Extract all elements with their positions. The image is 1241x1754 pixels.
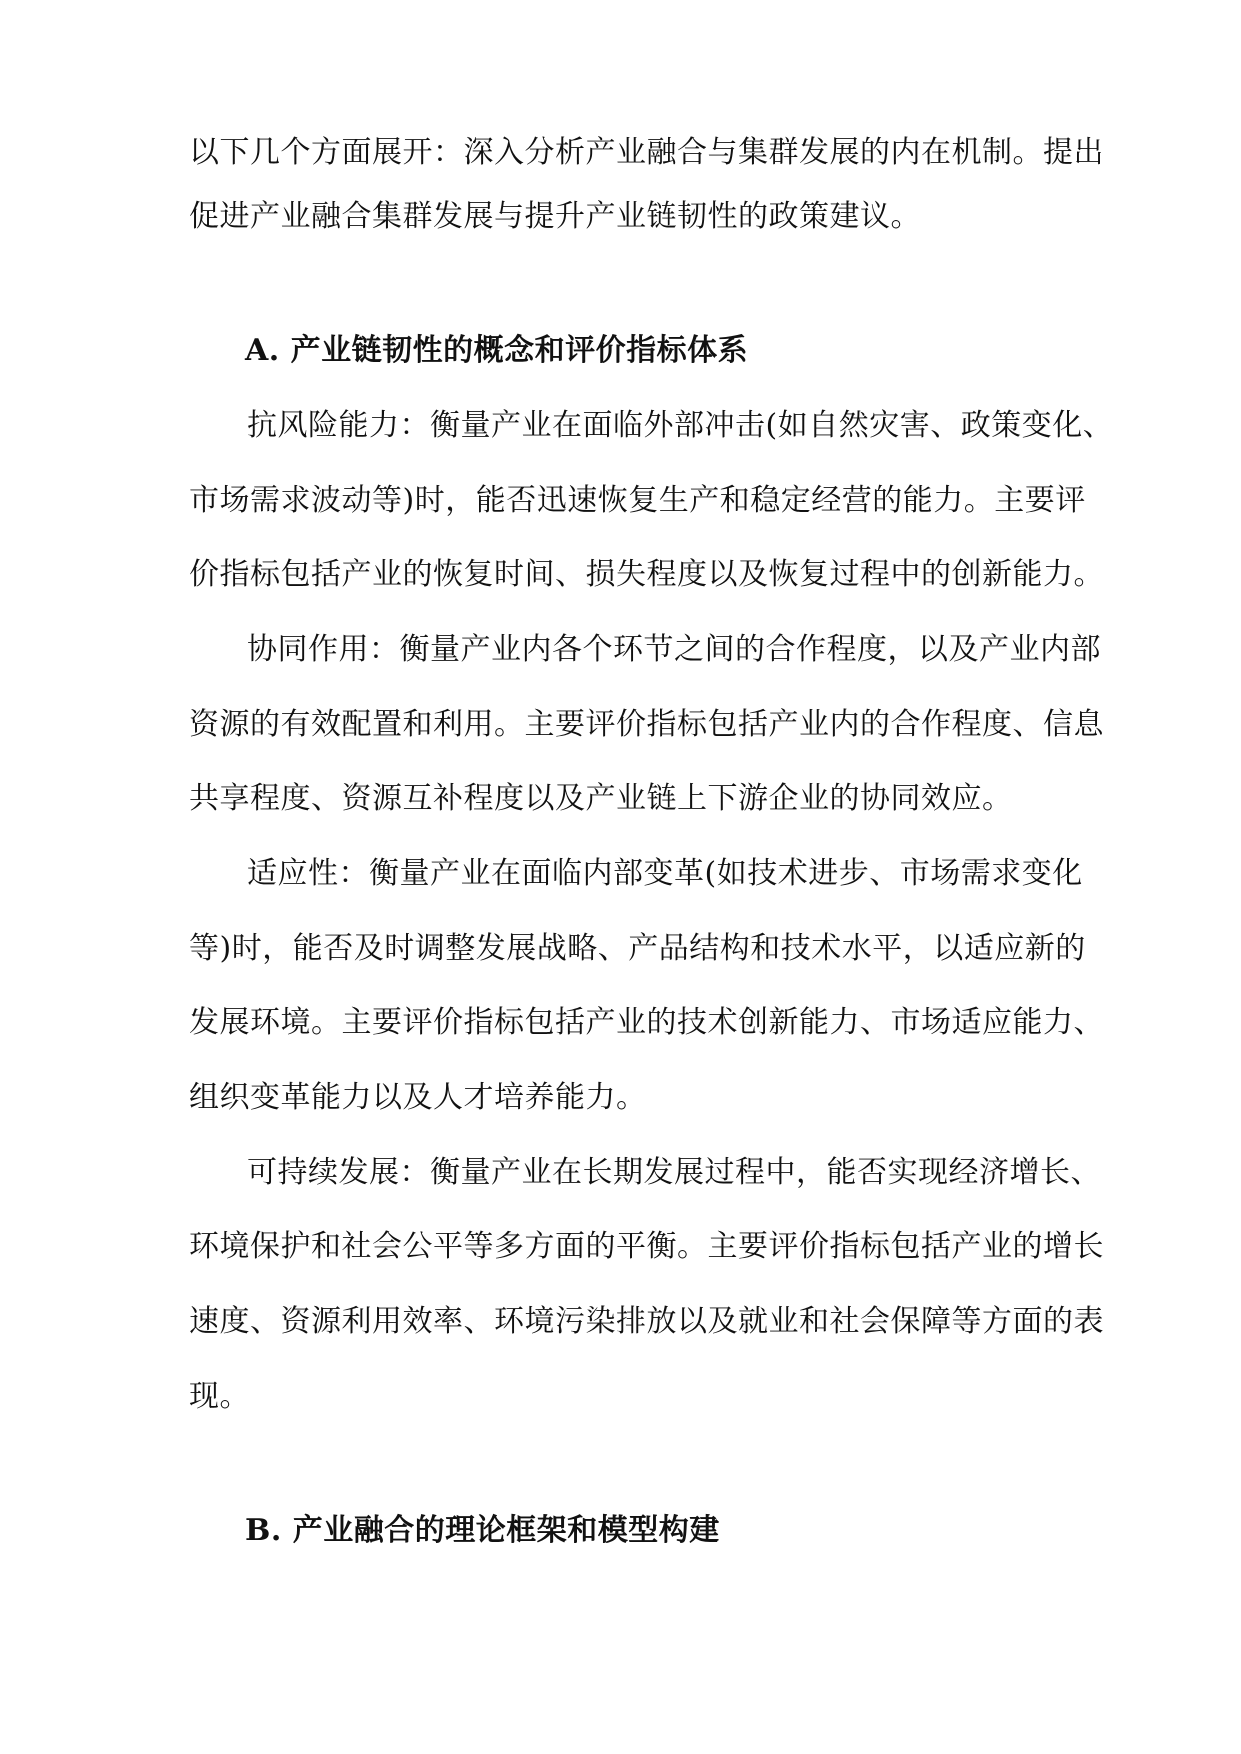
para4-line-3: 速度、资源利用效率、环境污染排放以及就业和社会保障等方面的表	[189, 1304, 1104, 1339]
para1-line-1: 抗风险能力：衡量产业在面临外部冲击(如自然灾害、政策变化、	[247, 408, 1114, 443]
intro-line-1: 以下几个方面展开：深入分析产业融合与集群发展的内在机制。提出	[189, 135, 1104, 170]
para1-line-3: 价指标包括产业的恢复时间、损失程度以及恢复过程中的创新能力。	[189, 557, 1104, 592]
para4-line-4: 现。	[189, 1379, 250, 1414]
para3-line-2: 等)时，能否及时调整发展战略、产品结构和技术水平，以适应新的	[189, 931, 1086, 966]
para1-line-2: 市场需求波动等)时，能否迅速恢复生产和稳定经营的能力。主要评	[189, 483, 1086, 518]
section-a-heading: A. 产业链韧性的概念和评价指标体系	[245, 333, 749, 368]
para2-line-3: 共享程度、资源互补程度以及产业链上下游企业的协同效应。	[189, 781, 1013, 816]
para3-line-1: 适应性：衡量产业在面临内部变革(如技术进步、市场需求变化	[247, 856, 1083, 891]
para3-line-4: 组织变革能力以及人才培养能力。	[189, 1080, 647, 1115]
para3-line-3: 发展环境。主要评价指标包括产业的技术创新能力、市场适应能力、	[189, 1005, 1104, 1040]
intro-line-2: 促进产业融合集群发展与提升产业链韧性的政策建议。	[189, 199, 921, 234]
para2-line-2: 资源的有效配置和利用。主要评价指标包括产业内的合作程度、信息	[189, 707, 1104, 742]
section-b-heading: B. 产业融合的理论框架和模型构建	[245, 1513, 720, 1548]
para4-line-2: 环境保护和社会公平等多方面的平衡。主要评价指标包括产业的增长	[189, 1229, 1104, 1264]
para2-line-1: 协同作用：衡量产业内各个环节之间的合作程度，以及产业内部	[247, 632, 1101, 667]
para4-line-1: 可持续发展：衡量产业在长期发展过程中，能否实现经济增长、	[247, 1155, 1101, 1190]
